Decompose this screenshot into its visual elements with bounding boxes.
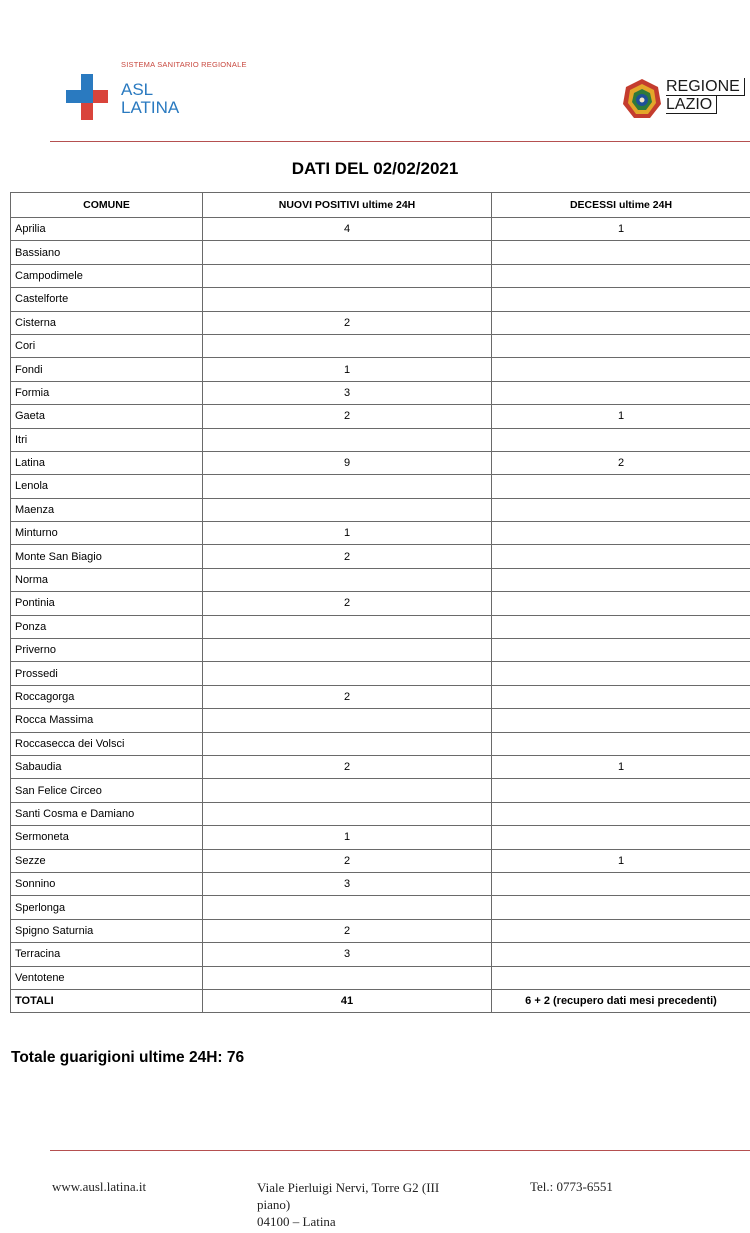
table-row <box>11 288 750 311</box>
table-row <box>11 943 750 966</box>
table-row <box>11 826 750 849</box>
cell-decessi <box>492 943 750 966</box>
cell-decessi <box>492 732 750 755</box>
cell-positivi: 2 <box>203 755 492 778</box>
table-row <box>11 709 750 732</box>
cell-decessi <box>492 685 750 708</box>
cell-decessi <box>492 311 750 334</box>
asl-name-line1: ASL <box>121 80 154 99</box>
cell-positivi: 2 <box>203 592 492 615</box>
cell-comune: Priverno <box>11 639 203 662</box>
footer-address-line1: Viale Pierluigi Nervi, Torre G2 (III <box>257 1180 440 1195</box>
cell-positivi <box>203 334 492 357</box>
cell-decessi <box>492 592 750 615</box>
page-title: DATI DEL 02/02/2021 <box>291 159 459 178</box>
cell-positivi: 2 <box>203 685 492 708</box>
cell-decessi <box>492 826 750 849</box>
table-row <box>11 662 750 685</box>
cell-comune: Fondi <box>11 358 203 381</box>
asl-subtitle: SISTEMA SANITARIO REGIONALE <box>121 60 247 69</box>
cell-decessi <box>492 872 750 895</box>
table-row <box>11 218 750 241</box>
table-row <box>11 241 750 264</box>
cell-comune: Aprilia <box>11 218 203 241</box>
regione-lazio-emblem-icon <box>622 78 662 120</box>
cell-decessi <box>492 334 750 357</box>
cell-positivi: 1 <box>203 358 492 381</box>
cell-comune: Rocca Massima <box>11 709 203 732</box>
totals-positivi: 41 <box>203 989 492 1012</box>
header-divider <box>50 141 750 142</box>
cell-decessi <box>492 919 750 942</box>
table-row <box>11 545 750 568</box>
table-row <box>11 872 750 895</box>
cell-positivi <box>203 428 492 451</box>
cell-comune: Prossedi <box>11 662 203 685</box>
cell-decessi <box>492 475 750 498</box>
cell-decessi: 1 <box>492 755 750 778</box>
cell-comune: Terracina <box>11 943 203 966</box>
cell-comune: Ponza <box>11 615 203 638</box>
cell-comune: Santi Cosma e Damiano <box>11 802 203 825</box>
cell-positivi <box>203 241 492 264</box>
data-table <box>10 192 750 1013</box>
table-row <box>11 522 750 545</box>
footer-address-line2: piano) <box>257 1197 291 1212</box>
cell-comune: Norma <box>11 568 203 591</box>
cell-comune: San Felice Circeo <box>11 779 203 802</box>
medical-cross-icon <box>66 74 108 120</box>
cell-comune: Itri <box>11 428 203 451</box>
cell-comune: Gaeta <box>11 405 203 428</box>
cell-positivi <box>203 732 492 755</box>
cell-comune: Sezze <box>11 849 203 872</box>
cell-positivi: 3 <box>203 872 492 895</box>
cell-comune: Maenza <box>11 498 203 521</box>
cell-positivi <box>203 288 492 311</box>
table-row <box>11 334 750 357</box>
asl-name-line2: LATINA <box>121 98 180 117</box>
cell-positivi: 2 <box>203 545 492 568</box>
cell-decessi <box>492 639 750 662</box>
cell-comune: Sonnino <box>11 872 203 895</box>
footer-website: www.ausl.latina.it <box>52 1179 147 1194</box>
cell-comune: Minturno <box>11 522 203 545</box>
cell-decessi <box>492 662 750 685</box>
table-row <box>11 966 750 989</box>
table-row <box>11 358 750 381</box>
cell-decessi: 1 <box>492 849 750 872</box>
cell-positivi <box>203 802 492 825</box>
table-row <box>11 755 750 778</box>
cell-positivi <box>203 639 492 662</box>
table-row <box>11 311 750 334</box>
region-name-line2: LAZIO <box>666 96 717 114</box>
cell-positivi <box>203 264 492 287</box>
cell-comune: Campodimele <box>11 264 203 287</box>
cell-positivi: 1 <box>203 826 492 849</box>
table-row <box>11 428 750 451</box>
cell-decessi <box>492 615 750 638</box>
cell-comune: Sermoneta <box>11 826 203 849</box>
cell-comune: Sabaudia <box>11 755 203 778</box>
column-header-decessi: DECESSI ultime 24H <box>492 193 750 218</box>
cell-comune: Lenola <box>11 475 203 498</box>
cell-positivi <box>203 498 492 521</box>
table-header-row <box>11 193 750 218</box>
cell-positivi <box>203 896 492 919</box>
cell-positivi: 3 <box>203 943 492 966</box>
footer-phone: Tel.: 0773-6551 <box>530 1179 613 1194</box>
cell-positivi <box>203 662 492 685</box>
cell-comune: Roccagorga <box>11 685 203 708</box>
cell-comune: Formia <box>11 381 203 404</box>
cell-comune: Spigno Saturnia <box>11 919 203 942</box>
cell-decessi <box>492 709 750 732</box>
cell-comune: Castelforte <box>11 288 203 311</box>
cell-decessi <box>492 522 750 545</box>
cell-positivi: 2 <box>203 405 492 428</box>
table-row <box>11 639 750 662</box>
cell-decessi: 2 <box>492 451 750 474</box>
total-recoveries: Totale guarigioni ultime 24H: 76 <box>11 1049 245 1066</box>
cell-decessi <box>492 779 750 802</box>
cell-decessi <box>492 381 750 404</box>
cell-decessi <box>492 358 750 381</box>
table-row <box>11 615 750 638</box>
cell-positivi: 4 <box>203 218 492 241</box>
cell-comune: Monte San Biagio <box>11 545 203 568</box>
cell-decessi <box>492 896 750 919</box>
cell-comune: Ventotene <box>11 966 203 989</box>
table-row <box>11 802 750 825</box>
table-row <box>11 849 750 872</box>
cell-positivi <box>203 709 492 732</box>
cell-comune: Cisterna <box>11 311 203 334</box>
cell-positivi: 2 <box>203 311 492 334</box>
table-row <box>11 568 750 591</box>
table-row <box>11 381 750 404</box>
cell-comune: Cori <box>11 334 203 357</box>
cell-decessi <box>492 545 750 568</box>
cell-comune: Sperlonga <box>11 896 203 919</box>
cell-comune: Pontinia <box>11 592 203 615</box>
cell-positivi <box>203 475 492 498</box>
cell-decessi <box>492 568 750 591</box>
cell-comune: Bassiano <box>11 241 203 264</box>
cell-decessi <box>492 498 750 521</box>
table-row <box>11 498 750 521</box>
column-header-positivi: NUOVI POSITIVI ultime 24H <box>203 193 492 218</box>
asl-latina-logo <box>66 58 326 128</box>
region-name-line1: REGIONE <box>666 78 745 96</box>
footer-address <box>257 1179 439 1230</box>
totals-row <box>11 989 750 1012</box>
table-row <box>11 592 750 615</box>
cell-positivi <box>203 568 492 591</box>
cell-comune: Latina <box>11 451 203 474</box>
regione-lazio-logo <box>622 76 750 122</box>
column-header-comune: COMUNE <box>11 193 203 218</box>
cell-decessi <box>492 428 750 451</box>
cell-decessi <box>492 802 750 825</box>
cell-decessi <box>492 241 750 264</box>
totals-label: TOTALI <box>11 989 203 1012</box>
footer-divider <box>50 1150 750 1151</box>
table-row <box>11 732 750 755</box>
cell-positivi <box>203 966 492 989</box>
table-row <box>11 919 750 942</box>
table-row <box>11 405 750 428</box>
cell-comune: Roccasecca dei Volsci <box>11 732 203 755</box>
footer-address-line3: 04100 – Latina <box>257 1214 336 1229</box>
cell-decessi <box>492 264 750 287</box>
table-row <box>11 451 750 474</box>
cell-positivi: 2 <box>203 849 492 872</box>
table-row <box>11 685 750 708</box>
cell-positivi: 9 <box>203 451 492 474</box>
table-row <box>11 264 750 287</box>
cell-decessi <box>492 288 750 311</box>
cell-decessi <box>492 966 750 989</box>
table-row <box>11 896 750 919</box>
table-row <box>11 779 750 802</box>
cell-decessi: 1 <box>492 218 750 241</box>
cell-positivi <box>203 615 492 638</box>
cell-decessi: 1 <box>492 405 750 428</box>
totals-decessi: 6 + 2 (recupero dati mesi precedenti) <box>492 989 750 1012</box>
cell-positivi: 1 <box>203 522 492 545</box>
cell-positivi: 2 <box>203 919 492 942</box>
cell-positivi <box>203 779 492 802</box>
cell-positivi: 3 <box>203 381 492 404</box>
table-row <box>11 475 750 498</box>
